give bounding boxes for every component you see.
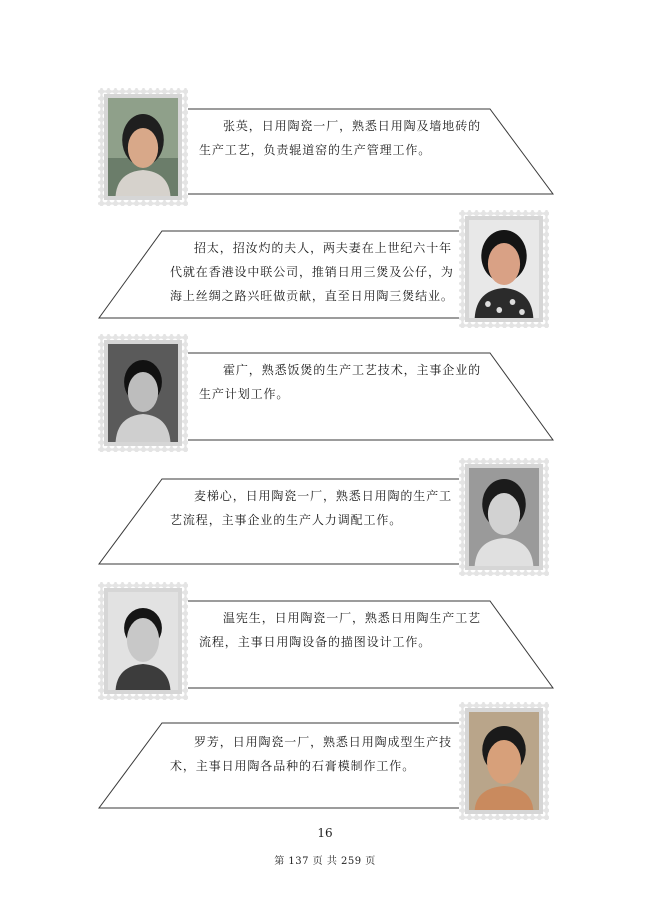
page-footer: 第 137 页 共 259 页 xyxy=(274,856,376,867)
portrait-photo xyxy=(469,468,539,566)
photo-stamp xyxy=(459,458,549,576)
portrait-photo xyxy=(108,98,178,196)
profile-text: 张英，日用陶瓷一厂，熟悉日用陶及墙地砖的生产工艺，负责辊道窑的生产管理工作。 xyxy=(199,119,482,157)
photo-stamp xyxy=(98,582,188,700)
photo-stamp xyxy=(98,334,188,452)
profile-text: 麦梯心，日用陶瓷一厂，熟悉日用陶的生产工艺流程，主事企业的生产人力调配工作。 xyxy=(170,489,453,527)
photo-stamp xyxy=(459,702,549,820)
profile-text: 罗芳，日用陶瓷一厂，熟悉日用陶成型生产技术，主事日用陶各品种的石膏模制作工作。 xyxy=(170,735,453,773)
portrait-photo xyxy=(108,344,178,442)
photo-stamp xyxy=(459,210,549,328)
page-number: 16 xyxy=(317,826,333,840)
photo-stamp xyxy=(98,88,188,206)
portrait-photo xyxy=(469,712,539,810)
profile-text: 温宪生，日用陶瓷一厂，熟悉日用陶生产工艺流程，主事日用陶设备的描图设计工作。 xyxy=(199,611,482,649)
profile-text: 招太，招汝灼的夫人，两夫妻在上世纪六十年代就在香港设中联公司，推销日用三煲及公仔，为海上丝绸之路兴旺做贡献，直至日用陶三煲结业。 xyxy=(170,241,454,303)
portrait-photo xyxy=(469,220,539,318)
portrait-photo xyxy=(108,592,178,690)
profile-text: 霍广，熟悉饭煲的生产工艺技术，主事企业的生产计划工作。 xyxy=(199,363,482,401)
